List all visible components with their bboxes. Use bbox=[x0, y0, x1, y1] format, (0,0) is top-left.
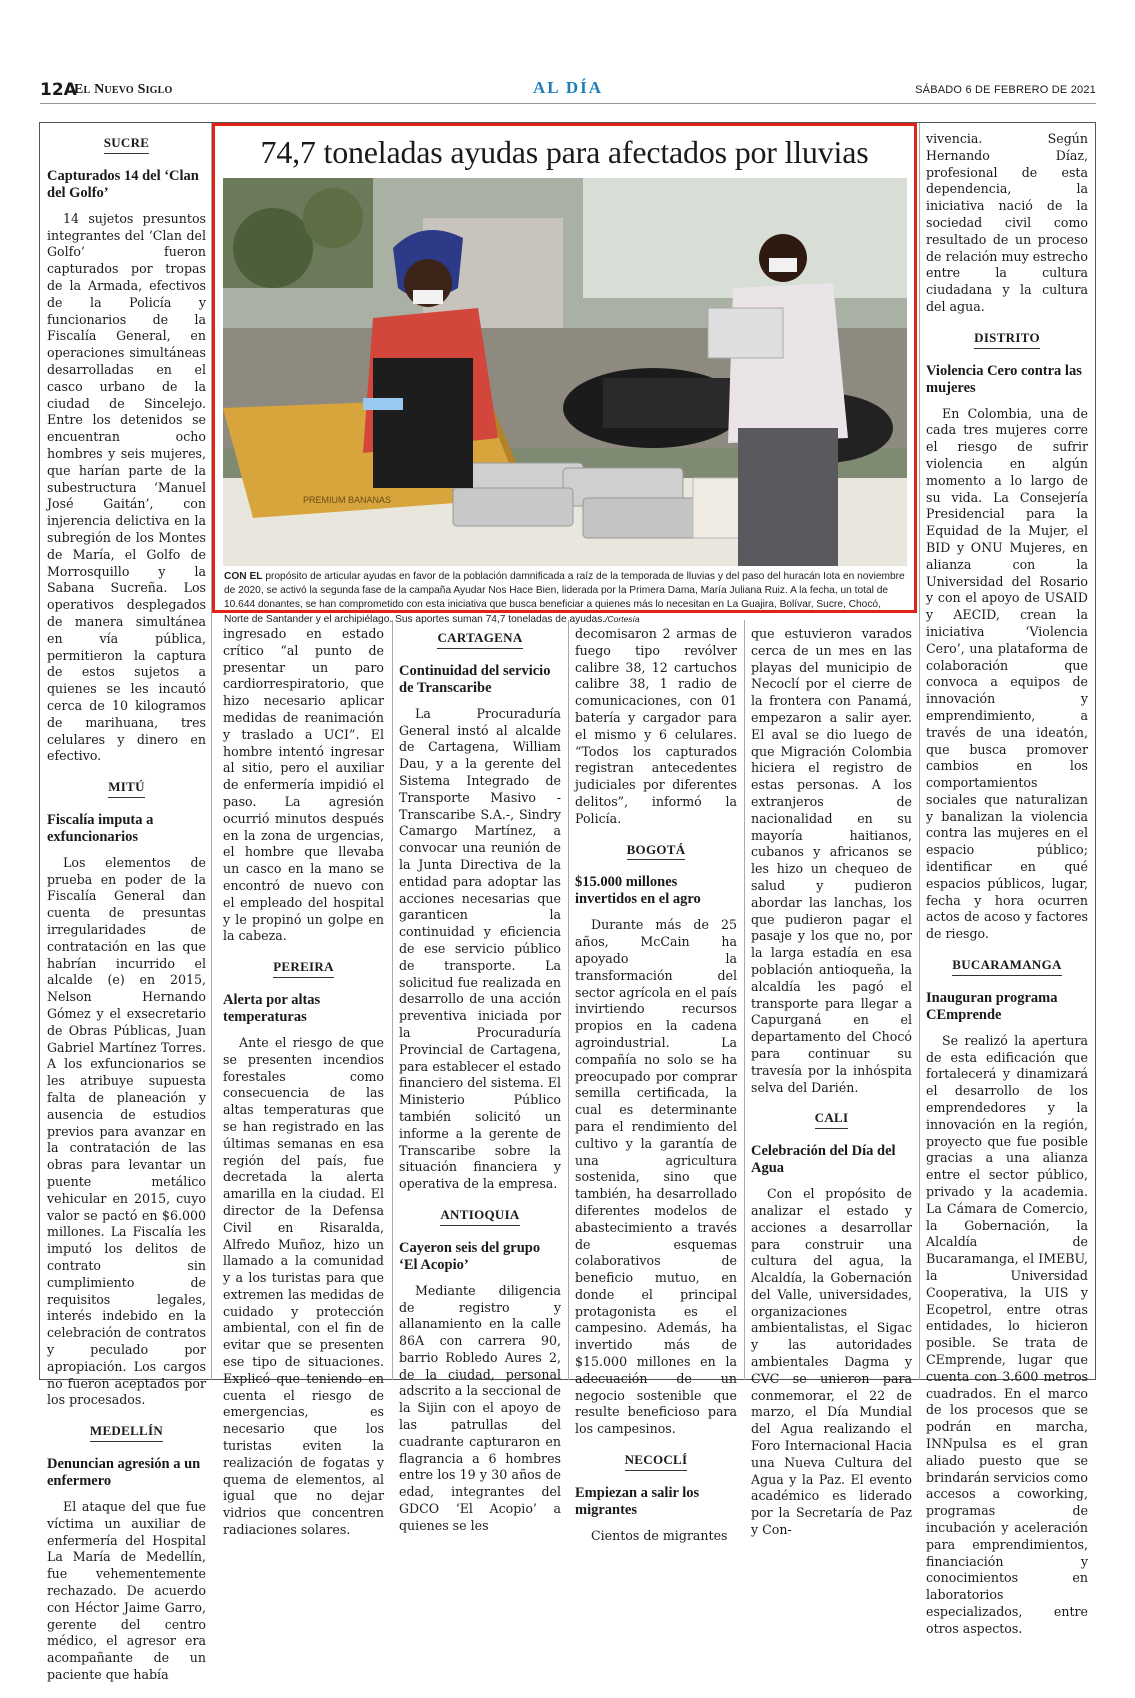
header-rule bbox=[40, 103, 1096, 104]
story-antioquia: Mediante diligencia de registro y allanamiento en la calle 86A con carrera 90, barrio Robledo Aures 2, de la ciudad, personal adscrito a la seccional de la Sijin con el apoyo de las patrullas del cuadrante capturaron en flagrancia a 6 hombres entre los 19 y 30 años de edad, integrantes del GDCO ‘El Acopio’ a quienes se les bbox=[399, 1282, 561, 1533]
headline-bogota: $15.000 millones invertidos en el agro bbox=[575, 874, 701, 908]
kicker-bucaramanga: BUCARAMANGA bbox=[952, 957, 1061, 976]
column-2 bbox=[223, 626, 384, 1553]
photo-illustration bbox=[223, 178, 907, 566]
story-bogota: Durante más de 25 años, McCain ha apoyado la transformación del sector agrícola en el país invirtiendo recursos propios en la cadena agroindustrial. La compañía no solo se ha preocupado por comprar semilla certificada, la cual es determinante para el rendimiento del cultivo y la garantía de una agricultura sostenida, sino que también, ha desarrollado diferentes modelos de abastecimiento a través de esquemas colaborativos de beneficio mutuo, en donde el principal protagonista es el campesino. Además, ha invertido más de $15.000 millones en la adecuación de un negocio sostenible que resulte beneficioso para los campesinos. bbox=[575, 917, 737, 1437]
kicker-medellin: MEDELLÍN bbox=[90, 1423, 163, 1442]
story-distrito: En Colombia, una de cada tres mujeres corre el riesgo de sufrir violencia en algún momento a lo largo de su vida. La Consejería Presidencial para la Equidad de la Mujer, el BID y ONU Mujeres, en alianza con la Universidad del Rosario y con el apoyo de USAID y AECID, crean la iniciativa ‘Violencia Cero’, una plataforma de colaboración que convoca a equipos de innovación y emprendimiento, a través de una ideatón, que busca promover cambios en los comportamientos sociales que naturalizan y banalizan la violencia contra las mujeres en el espacio público; identificar en qué espacios públicos, lugar, fecha y hora ocurren actos de acoso y factores de riesgo. bbox=[926, 405, 1088, 942]
section-name: AL DÍA bbox=[532, 78, 604, 97]
column-4 bbox=[575, 626, 737, 1559]
headline-distrito: Violencia Cero contra las mujeres bbox=[926, 362, 1082, 396]
story-mitu: Los elementos de prueba en poder de la Fiscalía General dan cuenta de presuntas irregularidades de contratación en las que habrían incurrido el alcalde (e) en 2015, Nelson Hernando Gómez y el exsecretario de Obras Públicas, Juan Gabriel Martínez Torres. A los exfuncionarios se les atribuye supuesta falta de planeación y ausencia de estudios previos para avanzar en la contratación de las obras para levantar un puente metálico vehicular en 2015, cuyo valor se pactó en $6.000 millones. La Fiscalía les imputó los delitos de contrato sin cumplimiento de requisitos legales, interés indebido en la celebración de contratos y peculado por apropiación. Los cargos no fueron aceptados por los procesados. bbox=[47, 854, 206, 1408]
column-1 bbox=[47, 131, 206, 1698]
story-bucaramanga: Se realizó la apertura de esta edificación que fortalecerá y dinamizará el desarrollo de los emprendedores y la innovación en la región, proyecto que fue posible gracias a una alianza entre el sector público, privado y la academia. La Cámara de Comercio, la Gobernación, la Alcaldía de Bucaramanga, el IMEBU, la Universidad Cooperativa, la UIS y Ecopetrol, entre otras entidades, lo hicieron posible. Se trata de CEmprende, lugar que cuenta con 3.600 metros cuadrados. En el marco de los procesos que se podrán en marcha, INNpulsa es el gran aliado puesto que se brindarán servicios como accesos a coworking, programas de incubación y aceleración para emprendimientos, financiación y conocimientos en laboratorios especializados, entre otros aspectos. bbox=[926, 1032, 1088, 1636]
story-pereira: Ante el riesgo de que se presenten incendios forestales como consecuencia de las altas temperaturas que se han registrado en las últimas semanas en esa región del país, fue decretada la alerta amarilla en la ciudad. El director de la Defensa Civil en Risaralda, Alfredo Muñoz, hizo un llamado a la comunidad y a los turistas para que extremen las medidas de cuidado y protección ambiental, con el fin de evitar que se presenten ese tipo de situaciones. Explicó que teniendo en cuenta el riesgo de emergencias, es necesario que los turistas eviten la realización de fogatas y quema de elementos, al igual que no dejar vidrios que concentren radiaciones solares. bbox=[223, 1034, 384, 1538]
kicker-sucre: SUCRE bbox=[104, 135, 150, 154]
headline-cartagena: Continuidad del servicio de Transcaribe bbox=[399, 662, 551, 696]
issue-date: SÁBADO 6 DE FEBRERO DE 2021 bbox=[915, 84, 1096, 96]
story-cartagena: La Procuraduría General instó al alcalde de Cartagena, William Dau, y a la gerente del Sistema Integrado de Transporte Masivo -Transcaribe S.A.-, Sindry Camargo Martínez, a convocar una reunión de la Junta Directiva de la entidad para adoptar las acciones necesarias que garanticen la continuidad y eficiencia de ese servicio público de transporte. La solicitud fue realizada en desarrollo de una acción preventiva iniciada por la Procuraduría Provincial de Cartagena, para establecer el estado financiero del sistema. El Ministerio Público también solicitó un informe a la gerente de Transcaribe sobre la situación financiera y operativa de la empresa. bbox=[399, 705, 561, 1192]
column-divider bbox=[392, 620, 393, 1380]
kicker-antioquia: ANTIOQUIA bbox=[440, 1207, 519, 1226]
feature-headline: 74,7 toneladas ayudas para afectados por lluvias bbox=[260, 134, 869, 170]
kicker-cali: CALI bbox=[815, 1110, 849, 1129]
kicker-pereira: PEREIRA bbox=[273, 959, 334, 978]
column-5 bbox=[751, 626, 912, 1553]
headline-bucaramanga: Inauguran programa CEmprende bbox=[926, 989, 1058, 1023]
caption-text: propósito de articular ayudas en favor de la población damnificada a raíz de la temporada de lluvias y del paso del huracán Iota en noviembre de 2020, se activó la segunda fase de la campaña Ayudar Nos Hace Bien, liderada por la Primera Dama, María Juliana Ruiz. A la fecha, un total de 10.644 donantes, se han comprometido con esta iniciativa que busca beneficiar a quienes más lo necesitan en La Guajira, Bolívar, Sucre, Chocó, Norte de Santander y el archipiélago. Sus aportes suman 74,7 toneladas de ayudas. bbox=[224, 571, 905, 625]
headline-medellin: Denuncian agresión a un enfermero bbox=[47, 1455, 201, 1489]
story-cali-cont: vivencia. Según Hernando Díaz, profesional de esta dependencia, la iniciativa nació de la sociedad civil como resultado de un proceso de relación muy estrecho entre la cultura ciudadana y la cultura del agua. bbox=[926, 131, 1088, 314]
kicker-bogota: BOGOTÁ bbox=[627, 842, 686, 861]
headline-pereira: Alerta por altas temperaturas bbox=[223, 991, 321, 1025]
story-necocli: Cientos de migrantes bbox=[591, 1527, 728, 1543]
kicker-cartagena: CARTAGENA bbox=[437, 630, 522, 649]
headline-cali: Celebración del Día del Agua bbox=[751, 1143, 896, 1177]
headline-mitu: Fiscalía imputa a exfuncionarios bbox=[47, 811, 154, 845]
column-divider bbox=[568, 620, 569, 1380]
kicker-distrito: DISTRITO bbox=[974, 330, 1040, 349]
column-6 bbox=[926, 131, 1088, 1652]
story-cali: Con el propósito de analizar el estado y acciones a desarrollar para construir una cultura del agua, la Alcaldía, la Gobernación del Valle, universidades, organizaciones ambientalistas, el Sigac y las autoridades ambientales Dagma y CVC se unieron para conmemorar, el 22 de marzo, el Día Mundial del Agua realizando el Foro Internacional Hacia una Nueva Cultura del Agua y la Paz. El evento académico es liderado por la Secretaría de Paz y Con- bbox=[751, 1186, 912, 1538]
kicker-necocli: NECOCLÍ bbox=[625, 1452, 688, 1471]
box-label-1: PREMIUM BANANAS bbox=[303, 495, 392, 505]
caption-credit: /Cortesía bbox=[605, 614, 640, 624]
column-3 bbox=[399, 626, 561, 1549]
story-medellin: El ataque del que fue víctima un auxiliar de enfermería del Hospital La María de Medellín, fue vehementemente rechazado. De acuerdo con Héctor Jaime Garro, gerente del centro médico, el agresor era acompañante de un paciente que había bbox=[47, 1498, 206, 1682]
column-divider bbox=[919, 123, 920, 1380]
newspaper-name: El Nuevo Siglo bbox=[74, 82, 173, 97]
story-medellin-cont: ingresado en estado crítico “al punto de presentar un paro cardiorrespiratorio, que hizo necesario aplicar medidas de reanimación y traslado a UCI”. El hombre intentó ingresar al sitio, pero el auxiliar de enfermería impidió el paso. La agresión ocurrió minutos después en la zona de urgencias, el hombre que llevaba un casco en la mano se encontró de nuevo con el empleado del hospital y le propinó un golpe en la cabeza. bbox=[223, 626, 384, 944]
headline-sucre: Capturados 14 del ‘Clan del Golfo’ bbox=[47, 167, 199, 201]
kicker-mitu: MITÚ bbox=[108, 779, 145, 798]
story-necocli-cont: que estuvieron varados cerca de un mes en las playas del municipio de Necoclí por el cierre de la frontera con Panamá, empezaron a salir ayer. El aval se dio luego de que Migración Colombia hiciera el registro de estas personas. A los extranjeros de nacionalidad en su mayoría haitianos, cubanos y africanos se les hizo un chequeo de salud y pudieron abordar las lanchas, los que pudieron pagar el pasaje y los que no, por la larga estadía en esa población antioqueña, la alcaldía les pagó el transporte para llegar a Capurganá en el departamento del Chocó para continuar su travesía por la inhóspita selva del Darién. bbox=[751, 626, 912, 1095]
feature-photo bbox=[223, 178, 907, 566]
column-divider bbox=[744, 620, 745, 1380]
feature-story bbox=[212, 123, 917, 625]
feature-caption bbox=[224, 570, 908, 627]
story-antioquia-cont: decomisaron 2 armas de fuego tipo revólver calibre 38, 12 cartuchos calibre 38, 1 radio de comunicaciones, con 01 batería y cargador para el mismo y 6 celulares. “Todos los capturados registran antecedentes judiciales por diferentes delitos”, informó la Policía. bbox=[575, 626, 737, 826]
page-header bbox=[40, 78, 1096, 102]
headline-antioquia: Cayeron seis del grupo ‘El Acopio’ bbox=[399, 1239, 541, 1273]
caption-lead: CON EL bbox=[224, 571, 263, 582]
page-number: 12A bbox=[40, 80, 77, 100]
headline-necocli: Empiezan a salir los migrantes bbox=[575, 1484, 700, 1518]
story-sucre: 14 sujetos presuntos integrantes del ‘Clan del Golfo’ fueron capturados por tropas de la Armada, efectivos de la Policía y funcionarios de la Fiscalía General, en operaciones simultáneas desarrolladas en el casco urbano de la ciudad de Sincelejo. Entre los detenidos se encuentran ocho hombres y seis mujeres, que harían parte de la subestructura ‘Manuel José Gaitán’, con injerencia delictiva en la subregión de los Montes de María, el Golfo de Morrosquillo y la Sabana Sucreña. Los operativos desplegados de manera simultánea en vía pública, permitieron la captura de estos sujetos a quienes se les incautó cerca de 10 kilogramos de marihuana, tres celulares y dinero en efectivo. bbox=[47, 210, 206, 764]
